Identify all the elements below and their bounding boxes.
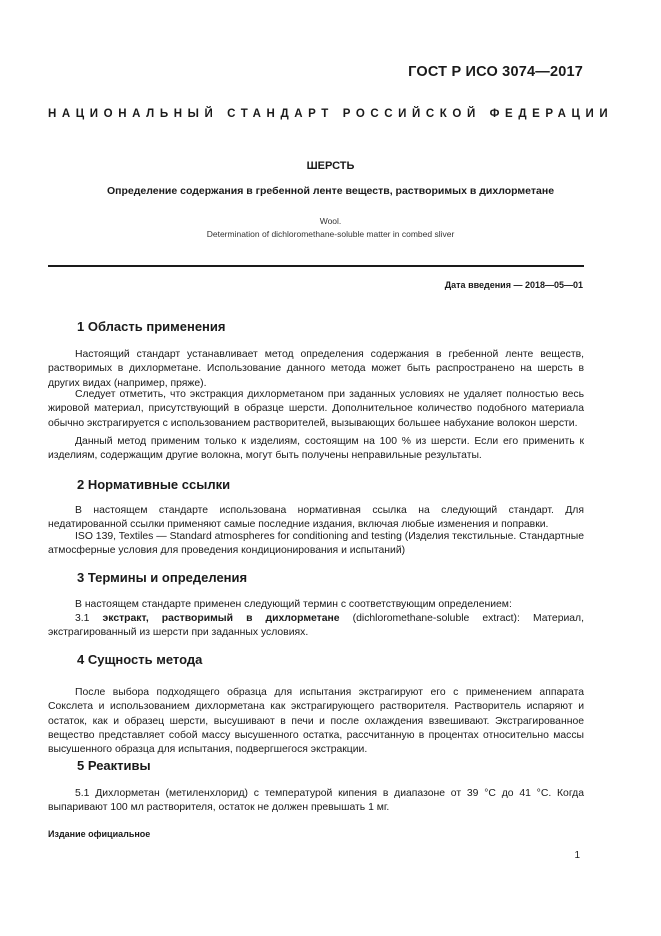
section-1-paragraph-1: Настоящий стандарт устанавливает метод определения содержания в гребенной ленте веществ, растворимых в дихлорметане. Использование данного метода может быть распространено на шерсть в других видах (например, пряже). (48, 349, 584, 389)
document-title: ШЕРСТЬ (306, 160, 355, 172)
section-5-paragraph-1: 5.1 Дихлорметан (метиленхлорид) с температурой кипения в диапазоне от 39 °С до 41 °С. Когда выпаривают 100 мл растворителя, остаток не должен превышать 1 мг. (48, 788, 584, 814)
section-1-paragraph-2: Следует отметить, что экстракция дихлорметаном при заданных условиях не удаляет полностью весь жировой материал, присутствующий в образце шерсти. Дополнительное количество подобного материала обычно экстрагируется с использованием растворителей, вызывающих большее набухание волокон шерсти. (48, 389, 584, 429)
title-divider (48, 265, 584, 267)
section-3-term-definition (48, 612, 584, 641)
term-number: 3.1 (75, 613, 90, 624)
section-4-heading: 4 Сущность метода (77, 652, 203, 667)
introduction-date: Дата введения — 2018—05—01 (444, 280, 583, 290)
term-definition-text: (dichloromethane-soluble extract): Материал, экстрагированный из шерсти при заданных условиях. (48, 613, 585, 639)
document-title-en: Wool. (319, 216, 342, 226)
national-standard-banner: НАЦИОНАЛЬНЫЙ СТАНДАРТ РОССИЙСКОЙ ФЕДЕРАЦИИ (48, 108, 614, 120)
document-subtitle-en: Determination of dichloromethane-soluble matter in combed sliver (206, 229, 455, 239)
page-number: 1 (574, 850, 580, 861)
section-5-heading: 5 Реактивы (77, 758, 151, 773)
section-1-heading: 1 Область применения (77, 319, 226, 334)
document-subtitle: Определение содержания в гребенной ленте веществ, растворимых в дихлорметане (106, 185, 555, 197)
section-3-paragraph-1: В настоящем стандарте применен следующий термин с соответствующим определением: (75, 599, 512, 610)
section-2-paragraph-2: ISO 139, Textiles — Standard atmospheres for conditioning and testing (Изделия текстильные. Стандартные атмосферные условия для проведения кондиционирования и испытаний) (48, 531, 584, 557)
edition-note: Издание официальное (48, 829, 151, 839)
section-3-heading: 3 Термины и определения (77, 570, 248, 585)
section-1-paragraph-3: Данный метод применим только к изделиям, состоящим на 100 % из шерсти. Если его применить к изделиям, содержащим другие волокна, могут быть получены неправильные результаты. (48, 436, 584, 462)
term-name: экстракт, растворимый в дихлорметане (102, 613, 340, 624)
section-2-paragraph-1: В настоящем стандарте использована нормативная ссылка на следующий стандарт. Для недатированной ссылки применяют самые последние издания, включая любые изменения и поправки. (48, 505, 584, 531)
standard-number: ГОСТ Р ИСО 3074—2017 (408, 64, 583, 80)
section-2-heading: 2 Нормативные ссылки (77, 477, 231, 492)
section-4-paragraph-1: После выбора подходящего образца для испытания экстрагируют его с применением аппарата Сокслета и использованием дихлорметана как экстрагирующего растворителя. Растворитель испаряют и остаток, как и образец шерсти, высушивают в печи и после охлаждения взвешивают. Экстрагированное вещество представляет собой массу высушенного остатка, рассчитанную в процентах относительно массы высушенного образца для испытания, подвергшегося экстракции. (48, 687, 584, 756)
